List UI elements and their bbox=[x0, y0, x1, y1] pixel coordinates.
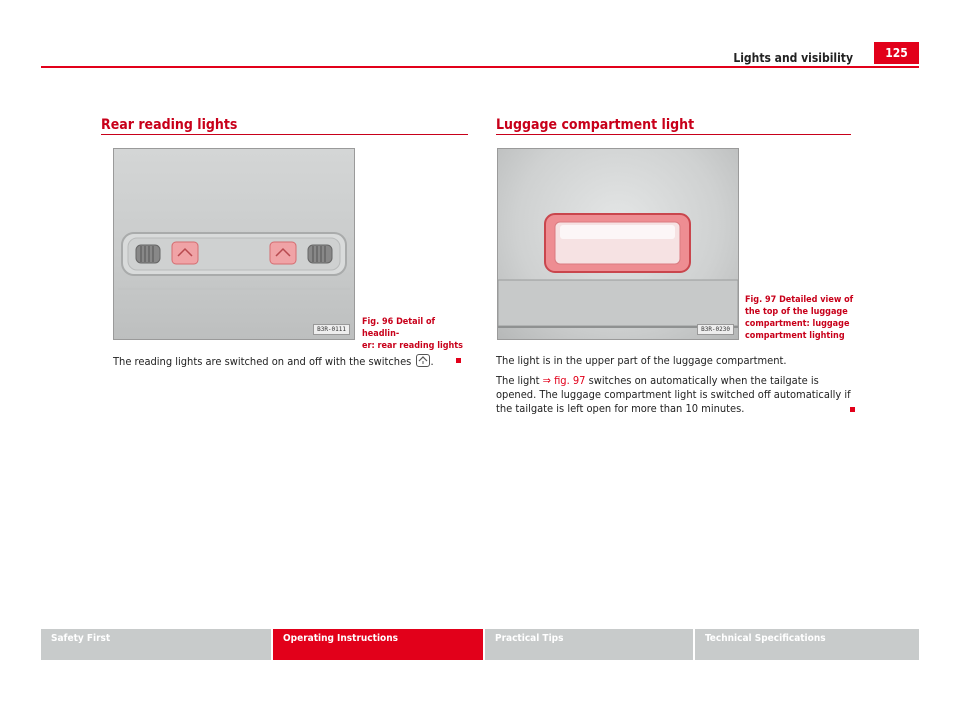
section-rule-left bbox=[101, 134, 468, 135]
figure-caption-97: Fig. 97 Detailed view of the top of the luggage compartment: luggage compartment lighting bbox=[745, 295, 854, 341]
body-text-part: The reading lights are switched on and off with the switches bbox=[113, 355, 415, 368]
section-title-reading-lights: Rear reading lights bbox=[101, 117, 238, 133]
footer-tab-operating-instructions[interactable]: Operating Instructions bbox=[273, 629, 483, 660]
paragraph-2-rest: switches on automatically when the tailgate is opened. The luggage compartment light is switched off automatically if the tailgate is left open for more than 10 minutes. bbox=[496, 374, 851, 415]
footer-tab-technical-specifications[interactable]: Technical Specifications bbox=[695, 629, 919, 660]
figure-caption-96: Fig. 96 Detail of headlin- er: rear reading lights bbox=[362, 317, 464, 351]
paragraph-2 bbox=[496, 374, 854, 416]
paragraph-1: The light is in the upper part of the luggage compartment. bbox=[496, 354, 787, 367]
figure-reading-lights bbox=[113, 148, 355, 340]
body-text-reading-lights bbox=[113, 354, 463, 369]
body-text-end: . bbox=[430, 355, 434, 368]
header-rule bbox=[41, 66, 919, 68]
section-rule-right bbox=[496, 134, 851, 135]
paragraph-2-start: The light bbox=[496, 374, 543, 387]
footer-tab-safety-first[interactable]: Safety First bbox=[41, 629, 271, 660]
figure-code: B3R-0111 bbox=[313, 324, 350, 335]
page-number: 125 bbox=[874, 42, 919, 64]
body-text-luggage-light bbox=[496, 354, 854, 422]
reading-light-switch-icon bbox=[416, 354, 430, 367]
end-of-section-mark bbox=[456, 358, 461, 363]
end-of-section-mark bbox=[850, 407, 855, 412]
figure-reference-link[interactable]: ⇒ fig. 97 bbox=[542, 374, 586, 387]
footer-tab-practical-tips[interactable]: Practical Tips bbox=[485, 629, 693, 660]
headliner-illustration bbox=[114, 149, 354, 339]
section-title-luggage-light: Luggage compartment light bbox=[496, 117, 695, 133]
figure-luggage-light bbox=[497, 148, 739, 340]
figure-code: B3R-0230 bbox=[697, 324, 734, 335]
luggage-compartment-illustration bbox=[498, 149, 738, 339]
chapter-title: Lights and visibility bbox=[733, 51, 853, 65]
